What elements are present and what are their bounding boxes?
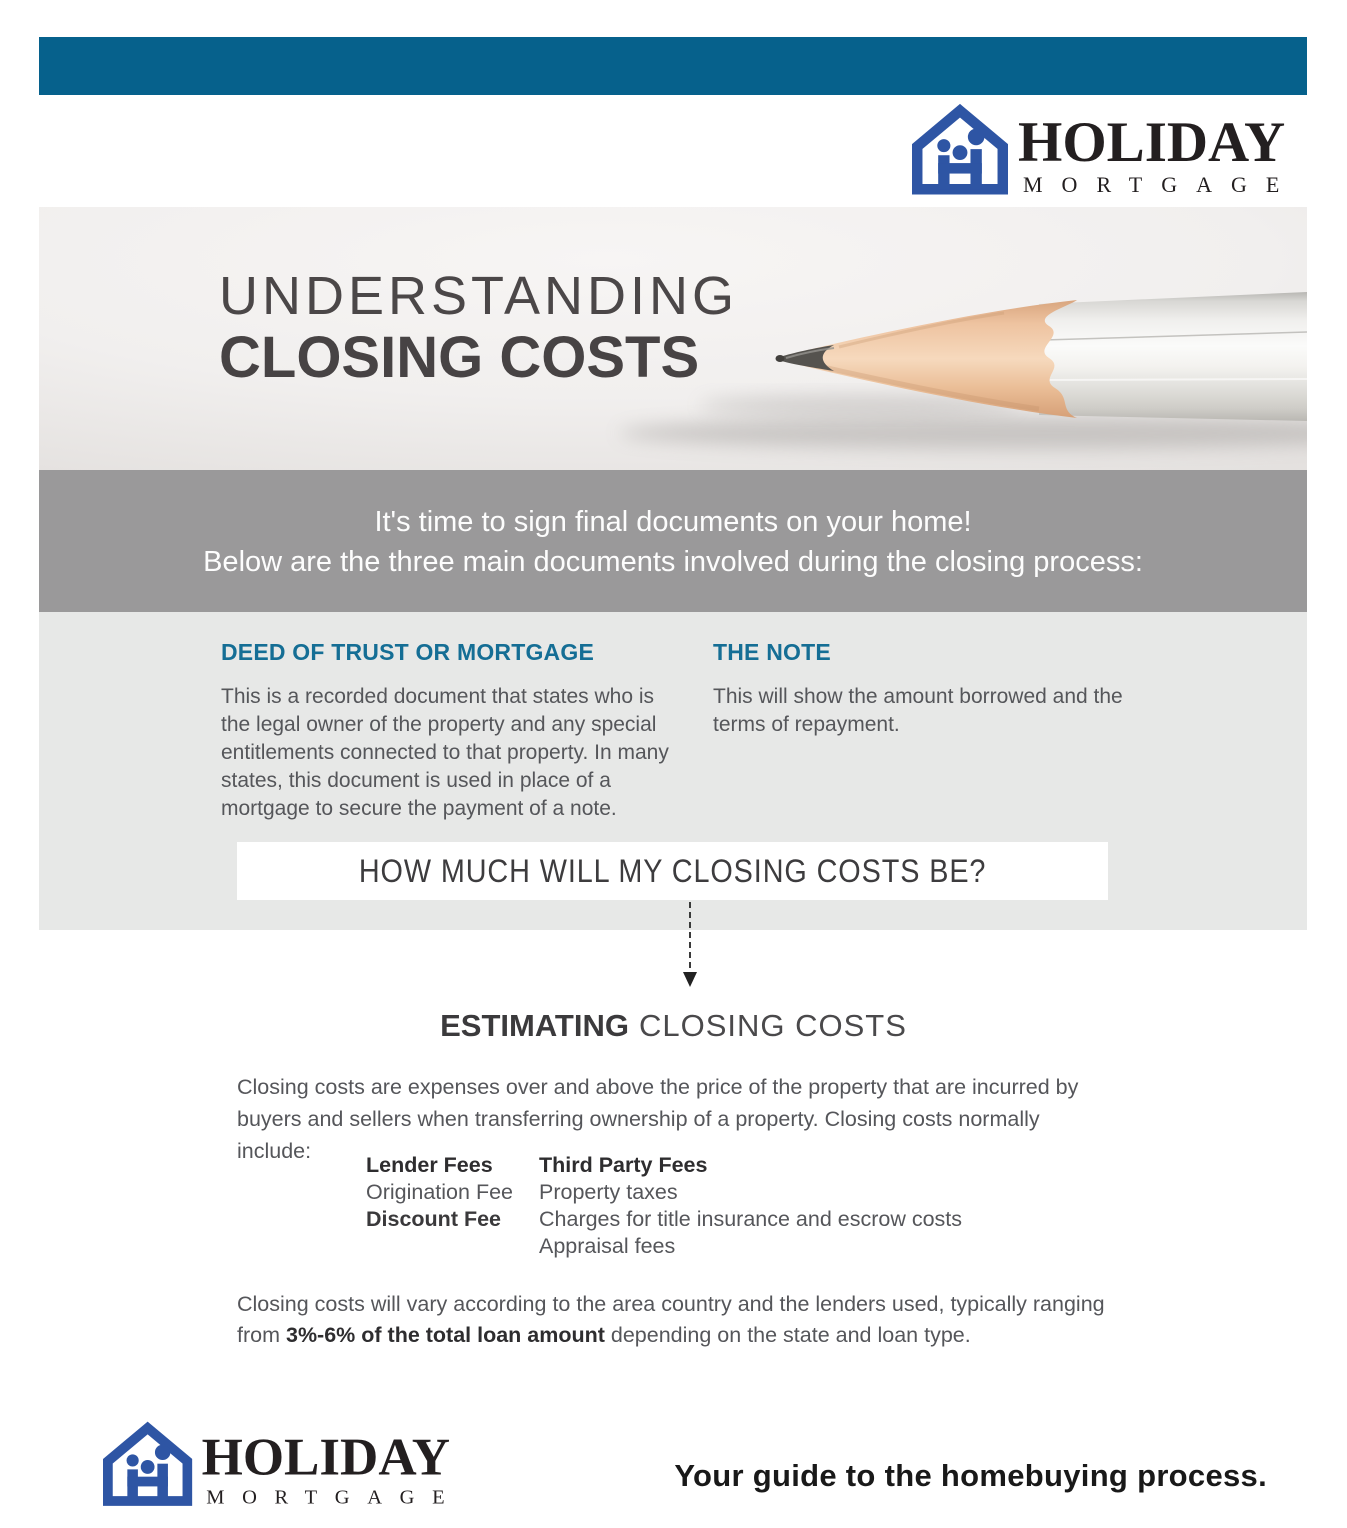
fee-group-heading: Third Party Fees [539, 1153, 708, 1177]
fee-item-discount: Discount Fee [366, 1207, 501, 1231]
hero-title [219, 267, 738, 389]
closing-note-suffix: depending on the state and loan type. [604, 1323, 971, 1347]
fee-item-title-insurance: Charges for title insurance and escrow costs [539, 1207, 963, 1231]
top-accent-bar [39, 37, 1307, 95]
house-family-icon [912, 100, 1008, 200]
closing-note-bold: 3%-6% of the total loan amount [285, 1323, 605, 1347]
estimating-heading-bold: ESTIMATING [440, 1008, 629, 1043]
house-family-icon [103, 1418, 192, 1511]
intro-line-2: Below are the three main documents involved during the closing process: [203, 546, 1143, 578]
fee-group-third-party [539, 1152, 962, 1260]
closing-note-prefix: Closing costs will vary according to the area country and the lenders used, typically ranging from [237, 1292, 1105, 1347]
fee-item-property-taxes: Property taxes [539, 1180, 678, 1204]
documents-section [39, 612, 1307, 930]
estimating-heading [0, 1008, 1347, 1044]
hero-title-line1: UNDERSTANDING [219, 266, 739, 326]
estimating-intro: Closing costs are expenses over and above the price of the property that are incurred by buyers and sellers when transferring ownership of a property. Closing costs normally include: [237, 1075, 1079, 1163]
intro-line-1: It's time to sign final documents on your home! [374, 506, 972, 538]
intro-banner [39, 470, 1307, 612]
brand-name: HOLIDAY [201, 1428, 451, 1487]
brand-logo [912, 100, 1298, 200]
closing-note [237, 1289, 1117, 1351]
question-label: HOW MUCH WILL MY CLOSING COSTS BE? [358, 852, 987, 889]
brand-name: HOLIDAY [1018, 111, 1286, 174]
document-heading: THE NOTE [713, 639, 831, 665]
down-arrow-icon [689, 902, 691, 978]
fee-item-appraisal: Appraisal fees [539, 1234, 676, 1258]
document-body: This is a recorded document that states who is the legal owner of the property and any special entitlements connected to that property. In many states, this document is used in place of a mortgage to secure the payment of a note. [221, 685, 669, 820]
fee-groups [366, 1152, 962, 1260]
document-card-note [713, 639, 1153, 739]
document-card-deed [221, 639, 676, 823]
brand-wordmark [202, 1418, 463, 1509]
hero-banner [39, 207, 1307, 470]
footer-tagline: Your guide to the homebuying process. [674, 1458, 1267, 1493]
hero-title-line2: CLOSING COSTS [219, 325, 700, 390]
question-box [237, 842, 1108, 900]
brand-subname: MORTGAGE [1023, 172, 1299, 197]
document-body: This will show the amount borrowed and the terms of repayment. [713, 685, 1123, 736]
brand-subname: MORTGAGE [206, 1484, 463, 1509]
fee-item-origination: Origination Fee [366, 1180, 513, 1204]
fee-group-lender [366, 1152, 513, 1260]
fee-group-heading: Lender Fees [366, 1153, 493, 1177]
footer-brand-logo [103, 1418, 462, 1511]
document-heading: DEED OF TRUST OR MORTGAGE [221, 639, 594, 665]
brand-wordmark [1018, 100, 1298, 198]
estimating-heading-light: CLOSING COSTS [638, 1008, 907, 1043]
